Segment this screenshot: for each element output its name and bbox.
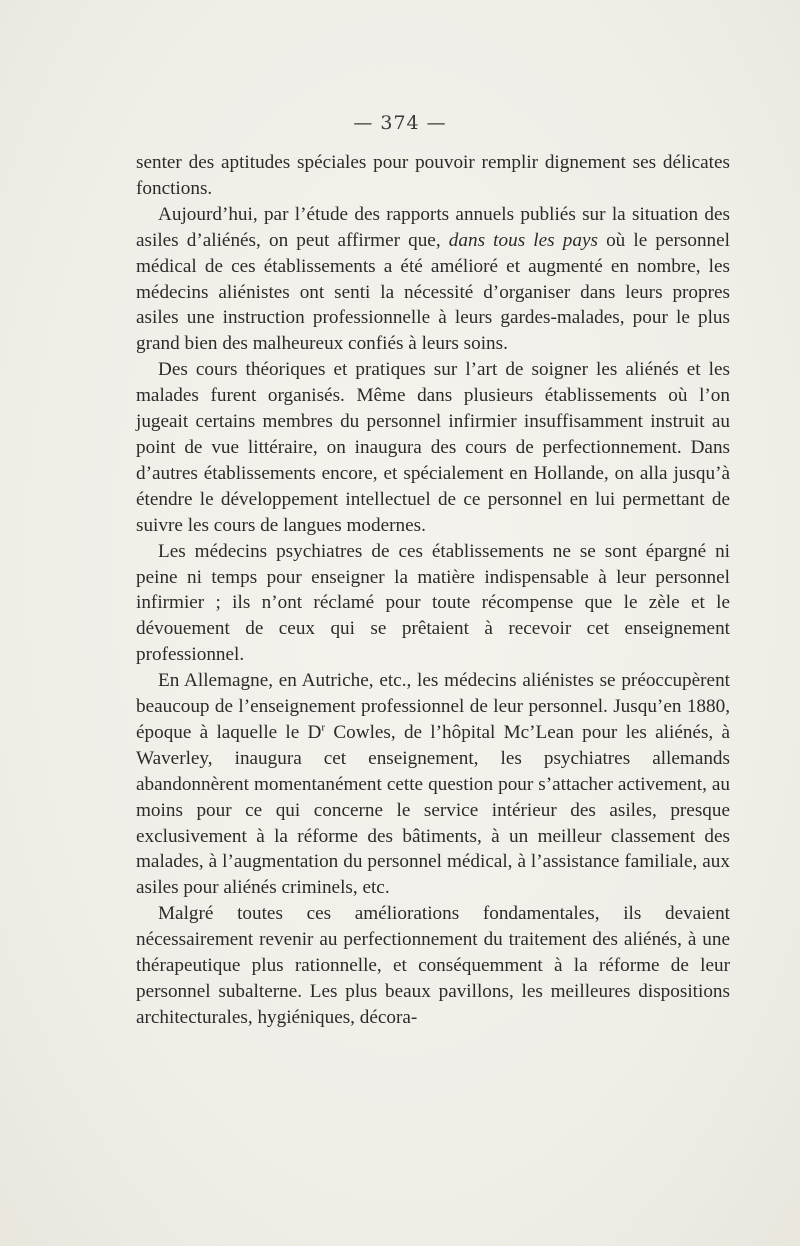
page-number: — 374 — [353, 112, 447, 134]
paragraph-1: senter des aptitudes spéciales pour pouvoir remplir dignement ses délicates fonctions. [136, 152, 730, 199]
paragraph-5-superscript: r [321, 721, 326, 734]
paragraph-6: Malgré toutes ces améliorations fondamentales, ils devaient nécessairement revenir au perfectionnement du traitement des aliénés, à une thérapeutique plus rationnelle, et conséquemment à la réforme de leur personnel subalterne. Les plus beaux pavillons, les meilleures dispositions architecturales, hygiéniques, décora- [136, 903, 730, 1028]
paragraph-2-emphasis: dans tous les pays [448, 229, 598, 251]
paragraph-5-text-after: Cowles, de l’hôpital Mc’Lean pour les aliénés, à Waverley, inaugura cet enseignement, les psychiatres allemands abandonnèrent momentanément cette question pour s’attacher activement, au moins pour ce qui concerne le service intérieur des asiles, presque exclusivement à la réforme des bâtiments, à un meilleur classement des malades, à l’augmentation du personnel médical, à l’assistance familiale, aux asiles pour aliénés criminels, etc. [136, 721, 730, 899]
paragraph-4: Les médecins psychiatres de ces établissements ne se sont épargné ni peine ni temps pour enseigner la matière indispensable à leur personnel infirmier ; ils n’ont réclamé pour toute récompense que le zèle et le dévouement de ceux qui se prêtaient à recevoir cet enseignement professionnel. [136, 540, 730, 666]
paragraph-2-text-before: Aujourd’hui, par l’étude des rapports annuels publiés sur la situation des asiles d’aliénés, on peut affirmer que, [136, 203, 730, 251]
paragraph-5 [136, 668, 730, 901]
body-text [136, 150, 730, 1031]
paragraph-2-text-after: où le personnel médical de ces établissements a été amélioré et augmenté en nombre, les médecins aliénistes ont senti la nécessité d’organiser dans leurs propres asiles une instruction professionnelle à leurs gardes-malades, pour le plus grand bien des malheureux confiés à leurs soins. [136, 229, 731, 355]
paragraph-3: Des cours théoriques et pratiques sur l’art de soigner les aliénés et les malades furent organisés. Même dans plusieurs établissements où l’on jugeait certains membres du personnel infirmier insuffisamment instruit au point de vue littéraire, on inaugura des cours de perfectionnement. Dans d’autres établissements encore, et spécialement en Hollande, on alla jusqu’à étendre le développement intellectuel de ce personnel en lui permettant de suivre les cours de langues modernes. [136, 359, 730, 536]
paragraph-5-text-before: En Allemagne, en Autriche, etc., les médecins aliénistes se préoccupèrent beaucoup de l’enseignement professionnel de leur personnel. Jusqu’en 1880, époque à laquelle le D [136, 670, 730, 743]
paragraph-2 [136, 202, 730, 357]
